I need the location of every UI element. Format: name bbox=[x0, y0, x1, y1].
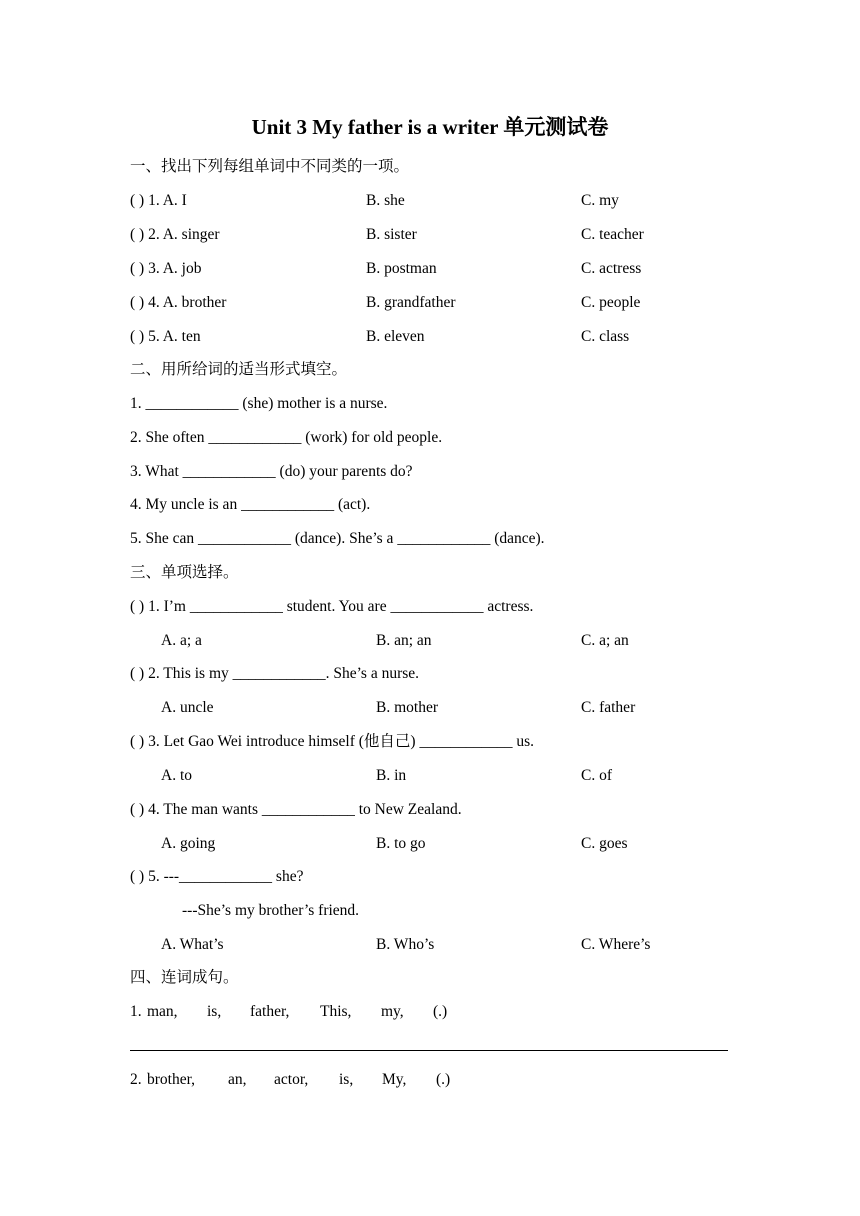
s1-question-3 bbox=[0, 258, 860, 280]
s3-question-5: ( ) 5. ---____________ she? bbox=[130, 868, 304, 885]
s4-q2-word: an, bbox=[228, 1071, 247, 1088]
s1-q2-option-b: B. sister bbox=[366, 226, 417, 243]
s3-question-2: ( ) 2. This is my ____________. She’s a nurse. bbox=[130, 665, 420, 682]
s3-q4-option-a: A. going bbox=[161, 835, 216, 852]
s3-q4-option-b: B. to go bbox=[376, 835, 426, 852]
s2-question-1: 1. ____________ (she) mother is a nurse. bbox=[130, 395, 388, 412]
s1-q5-option-c: C. class bbox=[581, 328, 630, 345]
s1-q1-option-b: B. she bbox=[366, 192, 405, 209]
s3-q5-option-c: C. Where’s bbox=[581, 936, 651, 953]
s1-q4-option-b: B. grandfather bbox=[366, 294, 456, 311]
s4-q1-word: is, bbox=[207, 1003, 222, 1020]
section-4-heading: 四、连词成句。 bbox=[130, 969, 239, 986]
s3-question-3: ( ) 3. Let Gao Wei introduce himself (他自己) ____________ us. bbox=[130, 733, 534, 750]
s1-question-2 bbox=[0, 224, 860, 246]
s1-question-5 bbox=[0, 326, 860, 348]
s3-q4-option-c: C. goes bbox=[581, 835, 628, 852]
s3-q1-option-a: A. a; a bbox=[161, 632, 202, 649]
s3-q5-options bbox=[0, 934, 860, 956]
s3-q1-option-b: B. an; an bbox=[376, 632, 432, 649]
s4-q2-number: 2. bbox=[130, 1071, 142, 1088]
s2-question-2: 2. She often ____________ (work) for old people. bbox=[130, 429, 443, 446]
s4-q1-word: (.) bbox=[433, 1003, 448, 1020]
s1-q3-option-a: ( ) 3. A. job bbox=[130, 260, 202, 277]
s4-q1-word: man, bbox=[147, 1003, 178, 1020]
s1-q3-option-b: B. postman bbox=[366, 260, 437, 277]
s4-q1-word: my, bbox=[381, 1003, 404, 1020]
s3-q2-option-c: C. father bbox=[581, 699, 636, 716]
s2-question-3: 3. What ____________ (do) your parents do? bbox=[130, 463, 413, 480]
s3-q4-options bbox=[0, 833, 860, 855]
s1-question-1 bbox=[0, 190, 860, 212]
s3-q3-option-a: A. to bbox=[161, 767, 192, 784]
s3-q2-option-b: B. mother bbox=[376, 699, 438, 716]
s4-question-1 bbox=[0, 1001, 860, 1023]
s3-q1-option-c: C. a; an bbox=[581, 632, 629, 649]
s1-q2-option-c: C. teacher bbox=[581, 226, 644, 243]
s1-q5-option-b: B. eleven bbox=[366, 328, 425, 345]
s1-q4-option-c: C. people bbox=[581, 294, 641, 311]
s3-question-4: ( ) 4. The man wants ____________ to New Zealand. bbox=[130, 801, 462, 818]
section-2-heading: 二、用所给词的适当形式填空。 bbox=[130, 361, 348, 378]
section-3-heading: 三、单项选择。 bbox=[130, 564, 239, 581]
s2-question-4: 4. My uncle is an ____________ (act). bbox=[130, 496, 371, 513]
s3-q5-option-a: A. What’s bbox=[161, 936, 224, 953]
s1-q5-option-a: ( ) 5. A. ten bbox=[130, 328, 201, 345]
s4-q2-word: (.) bbox=[436, 1071, 451, 1088]
s4-q2-word: actor, bbox=[274, 1071, 309, 1088]
page-title: Unit 3 My father is a writer 单元测试卷 bbox=[251, 115, 609, 139]
s3-q5-option-b: B. Who’s bbox=[376, 936, 435, 953]
answer-line-1 bbox=[130, 1050, 728, 1051]
s3-q3-option-b: B. in bbox=[376, 767, 407, 784]
s1-question-4 bbox=[0, 292, 860, 314]
s4-question-2 bbox=[0, 1069, 860, 1091]
s3-q5-dialogue-answer: ---She’s my brother’s friend. bbox=[182, 902, 360, 919]
s3-q3-option-c: C. of bbox=[581, 767, 612, 784]
s3-q2-option-a: A. uncle bbox=[161, 699, 214, 716]
s1-q3-option-c: C. actress bbox=[581, 260, 642, 277]
s1-q2-option-a: ( ) 2. A. singer bbox=[130, 226, 220, 243]
s1-q1-option-a: ( ) 1. A. I bbox=[130, 192, 187, 209]
s3-q1-options bbox=[0, 630, 860, 652]
s4-q1-word: This, bbox=[320, 1003, 352, 1020]
s4-q1-number: 1. bbox=[130, 1003, 142, 1020]
s2-question-5: 5. She can ____________ (dance). She’s a ____________ (dance). bbox=[130, 530, 545, 547]
s4-q1-word: father, bbox=[250, 1003, 290, 1020]
section-1-heading: 一、找出下列每组单词中不同类的一项。 bbox=[130, 158, 410, 175]
s4-q2-word: brother, bbox=[147, 1071, 196, 1088]
s1-q4-option-a: ( ) 4. A. brother bbox=[130, 294, 227, 311]
s4-q2-word: My, bbox=[382, 1071, 407, 1088]
s3-q3-options bbox=[0, 765, 860, 787]
s3-question-1: ( ) 1. I’m ____________ student. You are ____________ actress. bbox=[130, 598, 534, 615]
s3-q2-options bbox=[0, 697, 860, 719]
s1-q1-option-c: C. my bbox=[581, 192, 619, 209]
s4-q2-word: is, bbox=[339, 1071, 354, 1088]
